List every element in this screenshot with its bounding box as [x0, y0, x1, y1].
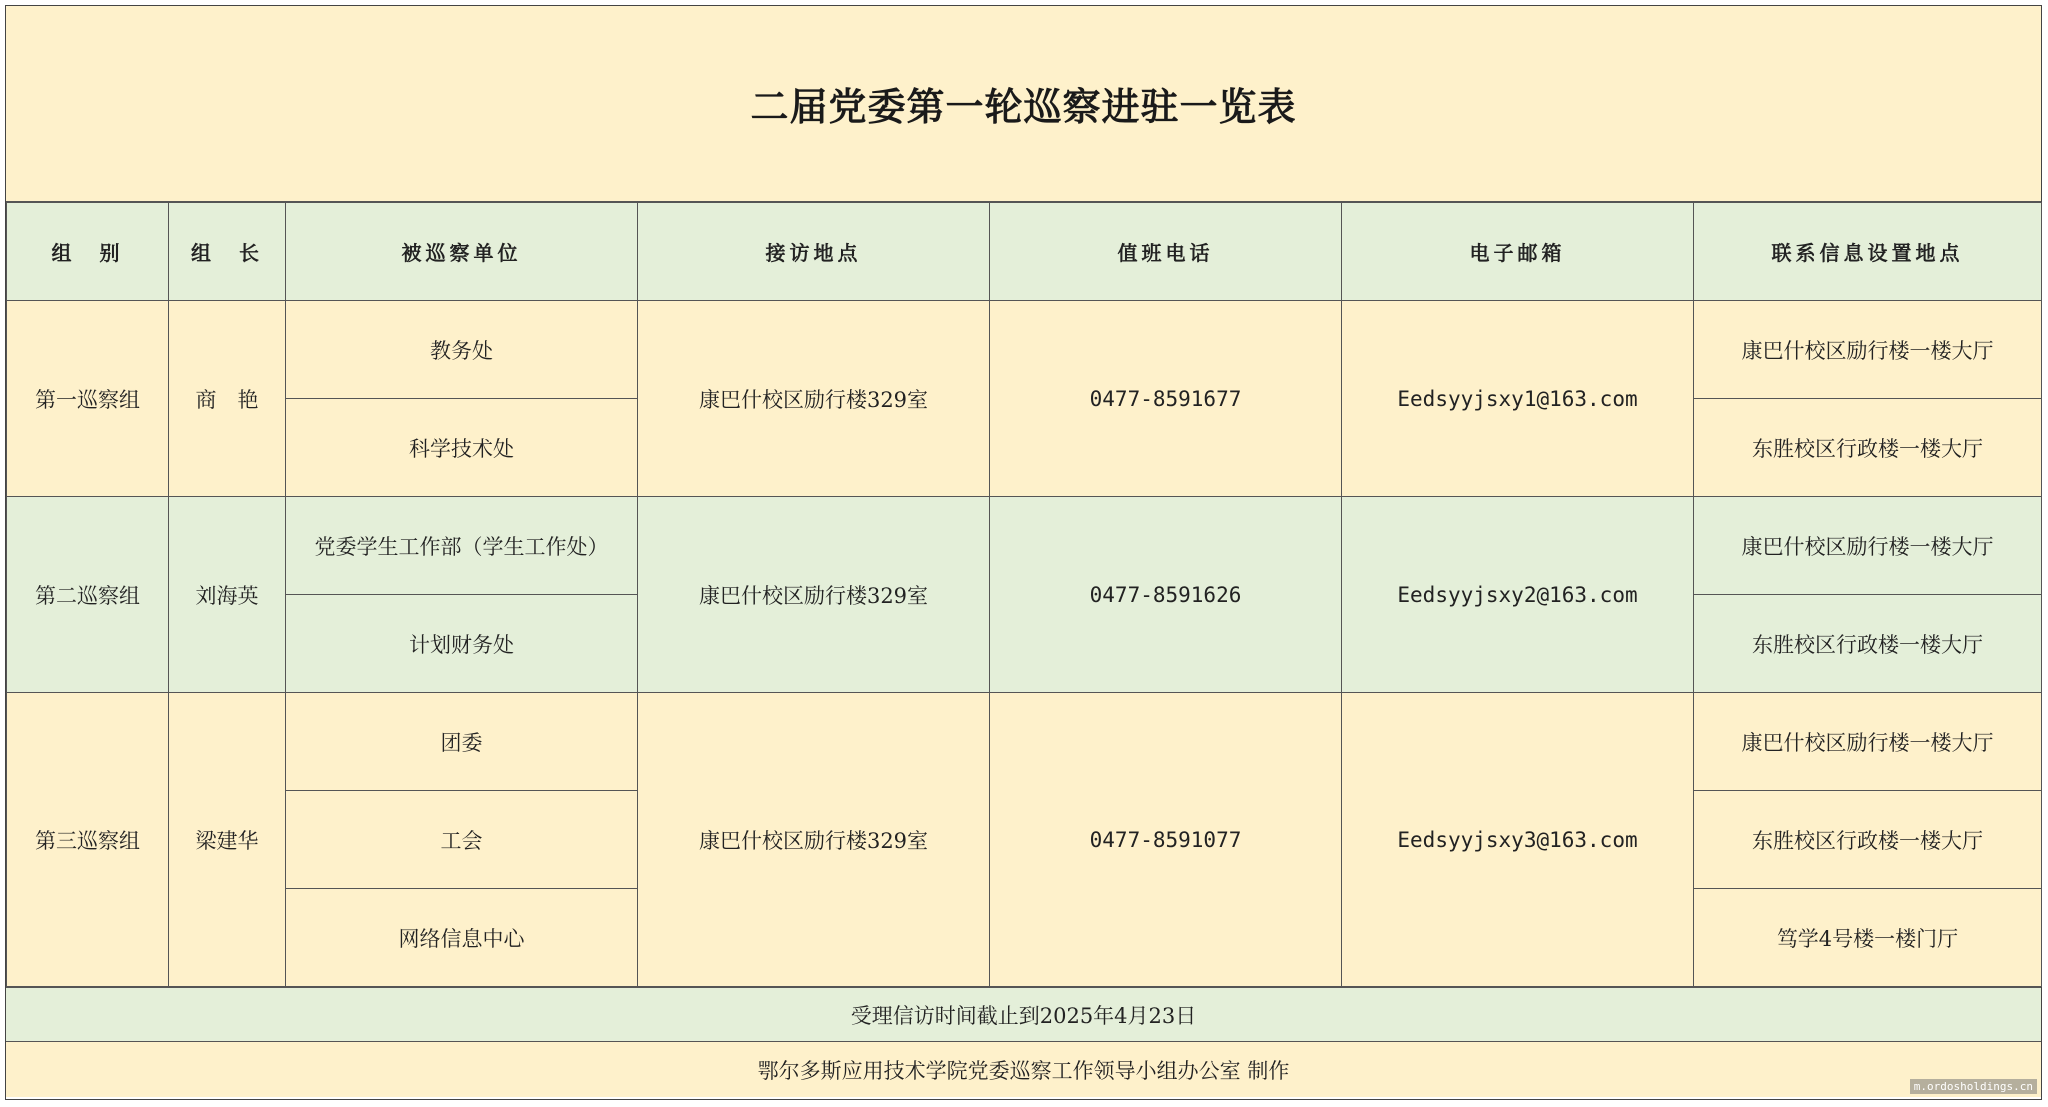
email-address: Eedsyyjsxy3@163.com	[1342, 693, 1694, 987]
group-name: 第一巡察组	[7, 301, 169, 497]
reception-location: 康巴什校区励行楼329室	[638, 301, 990, 497]
inspected-unit: 团委	[286, 693, 638, 791]
group-leader: 商 艳	[169, 301, 286, 497]
table-row	[7, 693, 2042, 791]
header-leader: 组 长	[169, 203, 286, 301]
watermark: m.ordosholdings.cn	[1910, 1079, 2037, 1094]
duty-phone: 0477-8591626	[990, 497, 1342, 693]
inspected-unit: 科学技术处	[286, 399, 638, 497]
header-unit: 被巡察单位	[286, 203, 638, 301]
header-reception: 接访地点	[638, 203, 990, 301]
group-leader: 梁建华	[169, 693, 286, 987]
deadline-notice	[6, 987, 2041, 1042]
deadline-notice-text: 受理信访时间截止到2025年4月23日	[850, 1003, 1197, 1028]
inspected-unit: 计划财务处	[286, 595, 638, 693]
contact-site: 东胜校区行政楼一楼大厅	[1694, 399, 2042, 497]
group-name: 第二巡察组	[7, 497, 169, 693]
contact-site: 笃学4号楼一楼门厅	[1694, 889, 2042, 987]
header-row	[7, 203, 2042, 301]
page-title: 二届党委第一轮巡察进驻一览表	[750, 84, 1297, 129]
inspected-unit: 工会	[286, 791, 638, 889]
header-group: 组 别	[7, 203, 169, 301]
header-contact-site: 联系信息设置地点	[1694, 203, 2042, 301]
header-phone: 值班电话	[990, 203, 1342, 301]
reception-location: 康巴什校区励行楼329室	[638, 693, 990, 987]
contact-site: 东胜校区行政楼一楼大厅	[1694, 595, 2042, 693]
table-row	[7, 301, 2042, 399]
reception-location: 康巴什校区励行楼329室	[638, 497, 990, 693]
inspection-table	[6, 202, 2042, 987]
group-name: 第三巡察组	[7, 693, 169, 987]
contact-site: 康巴什校区励行楼一楼大厅	[1694, 497, 2042, 595]
footer	[6, 1042, 2041, 1097]
email-address: Eedsyyjsxy1@163.com	[1342, 301, 1694, 497]
duty-phone: 0477-8591077	[990, 693, 1342, 987]
inspection-table-sheet	[5, 5, 2042, 1100]
header-email: 电子邮箱	[1342, 203, 1694, 301]
contact-site: 东胜校区行政楼一楼大厅	[1694, 791, 2042, 889]
contact-site: 康巴什校区励行楼一楼大厅	[1694, 301, 2042, 399]
inspected-unit: 党委学生工作部（学生工作处）	[286, 497, 638, 595]
inspected-unit: 网络信息中心	[286, 889, 638, 987]
footer-text: 鄂尔多斯应用技术学院党委巡察工作领导小组办公室 制作	[757, 1058, 1290, 1083]
title-banner	[6, 6, 2041, 202]
contact-site: 康巴什校区励行楼一楼大厅	[1694, 693, 2042, 791]
table-row	[7, 497, 2042, 595]
duty-phone: 0477-8591677	[990, 301, 1342, 497]
group-leader: 刘海英	[169, 497, 286, 693]
inspected-unit: 教务处	[286, 301, 638, 399]
email-address: Eedsyyjsxy2@163.com	[1342, 497, 1694, 693]
